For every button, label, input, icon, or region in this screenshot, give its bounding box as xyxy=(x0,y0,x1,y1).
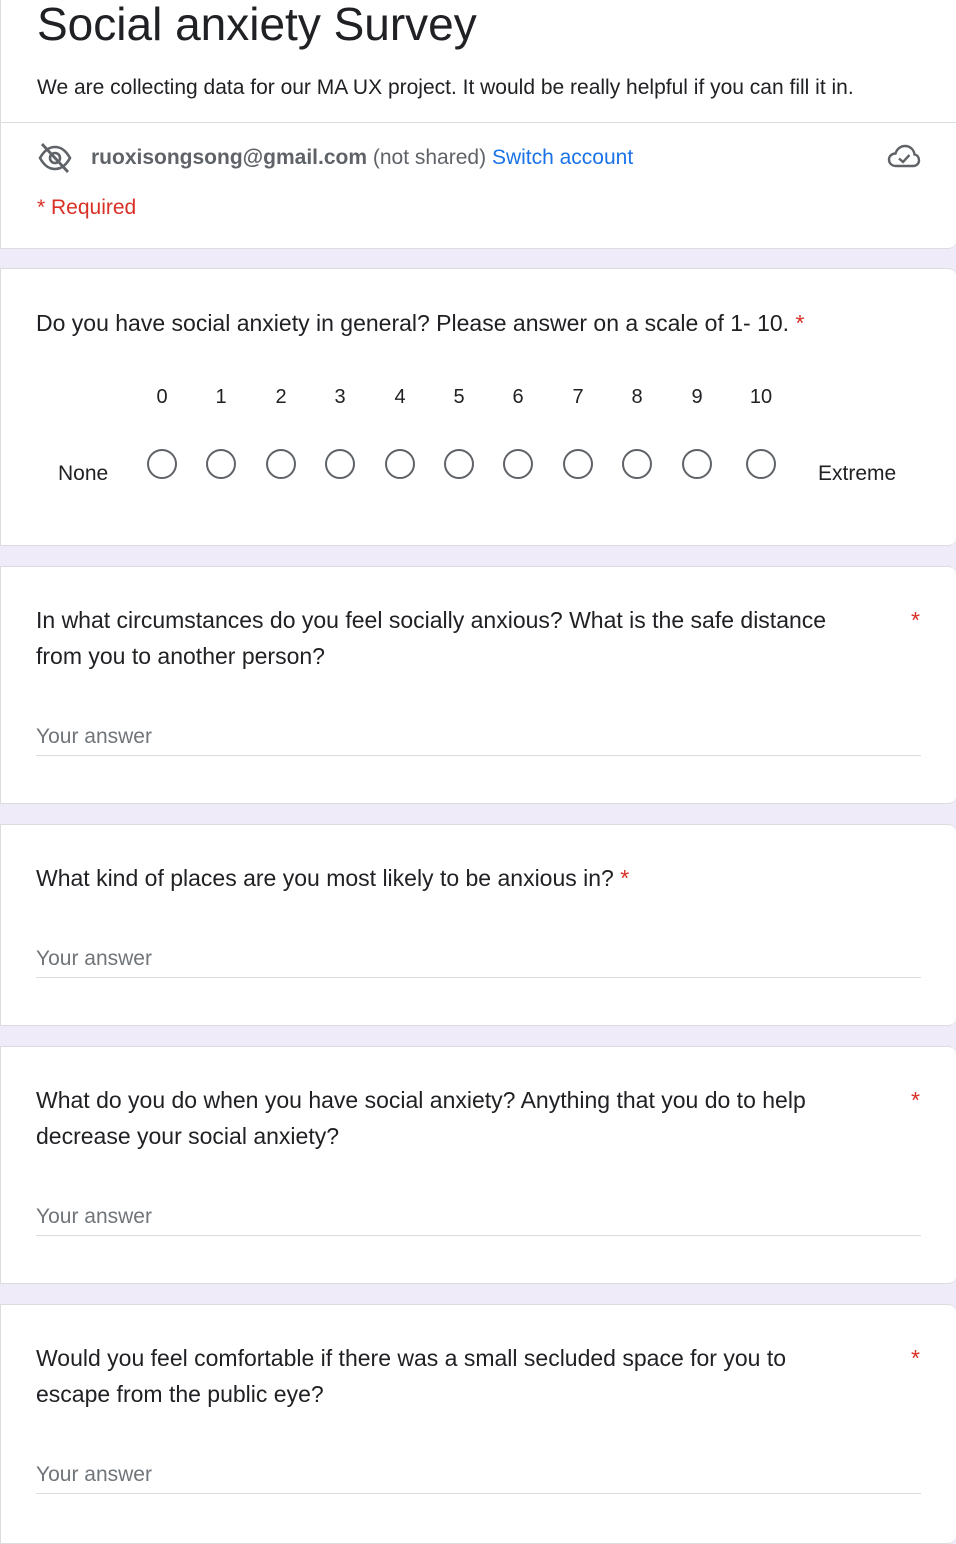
scale-radio-2[interactable] xyxy=(266,449,296,479)
scale-radio-8[interactable] xyxy=(622,449,652,479)
scale-radio-3[interactable] xyxy=(325,449,355,479)
scale-low-label: None xyxy=(58,462,109,485)
scale-number-2: 2 xyxy=(275,386,287,408)
scale-radio-1[interactable] xyxy=(206,449,236,479)
eye-off-icon xyxy=(37,142,73,174)
question-3-title xyxy=(36,860,629,896)
question-5-answer-input[interactable] xyxy=(36,1456,921,1494)
form-header-card xyxy=(0,0,956,249)
switch-account-link[interactable]: Switch account xyxy=(491,146,634,169)
required-star: * xyxy=(620,865,630,891)
scale-radio-5[interactable] xyxy=(444,449,474,479)
question-1-text: Do you have social anxiety in general? Please answer on a scale of 1- 10. xyxy=(36,310,790,336)
question-5-title xyxy=(36,1340,786,1412)
account-email: ruoxisongsong@gmail.com xyxy=(91,146,368,169)
question-3-text: What kind of places are you most likely to be anxious in? xyxy=(36,865,614,891)
scale-radio-4[interactable] xyxy=(385,449,415,479)
scale-high-label: Extreme xyxy=(818,462,897,485)
scale-number-7: 7 xyxy=(572,386,584,408)
required-note: * Required xyxy=(37,196,137,219)
scale-number-6: 6 xyxy=(512,386,524,408)
required-star: * xyxy=(911,1345,920,1371)
scale-number-0: 0 xyxy=(156,386,168,408)
question-2-line-2: from you to another person? xyxy=(36,643,325,669)
account-info xyxy=(91,144,633,172)
required-star: * xyxy=(911,607,920,633)
question-1-title xyxy=(36,305,804,341)
question-4-line-2: decrease your social anxiety? xyxy=(36,1123,339,1149)
scale-number-8: 8 xyxy=(631,386,643,408)
scale-number-3: 3 xyxy=(334,386,346,408)
required-star: * xyxy=(795,310,805,336)
account-row xyxy=(37,140,921,176)
header-divider xyxy=(1,122,956,123)
question-2-line-1: In what circumstances do you feel socially anxious? What is the safe distance xyxy=(36,607,827,633)
scale-number-5: 5 xyxy=(453,386,465,408)
scale-number-9: 9 xyxy=(691,386,703,408)
question-3-answer-input[interactable] xyxy=(36,940,921,978)
required-star: * xyxy=(911,1087,920,1113)
question-2-answer-input[interactable] xyxy=(36,718,921,756)
scale-radio-6[interactable] xyxy=(503,449,533,479)
scale-radio-10[interactable] xyxy=(746,449,776,479)
question-card-3 xyxy=(0,824,956,1026)
question-5-line-2: escape from the public eye? xyxy=(36,1381,324,1407)
form-description: We are collecting data for our MA UX project. It would be really helpful if you can fill it in. xyxy=(37,76,854,99)
scale-radio-7[interactable] xyxy=(563,449,593,479)
question-5-line-1: Would you feel comfortable if there was a small secluded space for you to xyxy=(36,1345,787,1371)
cloud-saved-icon xyxy=(887,142,921,172)
question-4-line-1: What do you do when you have social anxiety? Anything that you do to help xyxy=(36,1087,806,1113)
scale-number-4: 4 xyxy=(394,386,406,408)
question-4-answer-input[interactable] xyxy=(36,1198,921,1236)
not-shared-label: (not shared) xyxy=(372,146,487,169)
scale-number-10: 10 xyxy=(749,386,773,408)
scale-radio-0[interactable] xyxy=(147,449,177,479)
question-2-title xyxy=(36,602,826,674)
scale-radio-9[interactable] xyxy=(682,449,712,479)
form-title: Social anxiety Survey xyxy=(37,0,477,50)
scale-number-1: 1 xyxy=(215,386,227,408)
question-4-title xyxy=(36,1082,806,1154)
